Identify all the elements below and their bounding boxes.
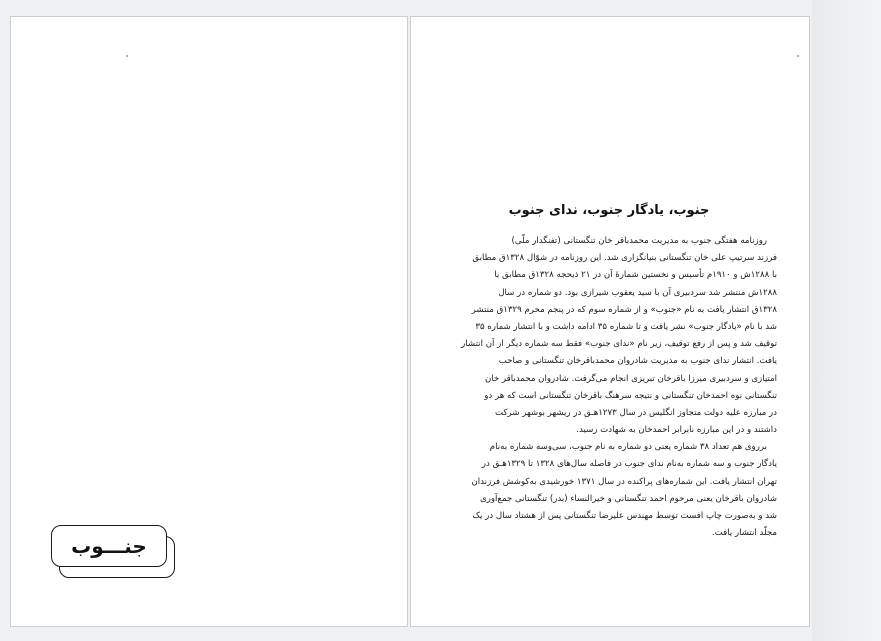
left-page — [10, 16, 408, 627]
text-line: یادگار جنوب و سه شماره به‌نام ندای جنوب در فاصله سال‌های ۱۳۲۸ تا ۱۳۲۹هـق در — [481, 459, 777, 470]
text-line: تنگستانی نوه احمدخان تنگستانی و نتیجه سرهنگ باقرخان تنگستانی است که هر دو — [484, 390, 777, 401]
text-line: ۱۳۲۸ق انتشار یافت به نام «جنوب» و از شماره سوم که در پنجم محرم ۱۳۲۹ق منتشر — [471, 304, 777, 315]
right-page — [410, 16, 810, 627]
section-label — [51, 525, 181, 587]
text-line: در مبارزه علیه دولت متجاوز انگلیس در سال ۱۲۷۳هـق در ریشهر بوشهر شرکت — [495, 407, 777, 418]
text-line: توقیف شد و پس از رفع توقیف، زیر نام «ندای جنوب» فقط سه شماره دیگر از آن انتشار — [461, 339, 777, 350]
label-frame — [51, 525, 167, 567]
text-line: فرزند سرتیپ علی خان تنگستانی بنیانگزاری شد. این روزنامه در شوّال ۱۳۲۸ق مطابق — [472, 253, 777, 264]
article-title: جنوب، یادگار جنوب، ندای جنوب — [508, 203, 710, 218]
text-line: با ۱۲۸۸ش و ۱۹۱۰م تأسیس و نخستین شمارهٔ آن در ۲۱ ذیحجه ۱۳۲۸ق مطابق با — [494, 270, 777, 281]
text-line: یافت. انتشار ندای جنوب به مدیریت شادروان محمدباقرخان تنگستانی و صاحب — [498, 356, 777, 367]
text-line: ۱۲۸۸ش منتشر شد سردبیری آن با سید یعقوب شیرازی بود. دو شماره در سال — [498, 287, 777, 298]
text-line: روزنامه هفتگی جنوب به مدیریت محمدباقر خان تنگستانی (تفنگدار ملّی) — [511, 236, 767, 246]
text-line: برروی هم تعداد ۳۸ شماره یعنی دو شماره به نام جنوب، سی‌وسه شماره به‌نام — [489, 442, 767, 453]
paragraph-1 — [441, 233, 777, 439]
article-body — [441, 233, 777, 542]
text-line: تهران انتشار یافت. این شماره‌های پراکنده در سال ۱۳۷۱ خورشیدی به‌کوشش فرزندان — [471, 476, 777, 487]
text-line: شادروان باقرخان یعنی مرحوم احمد تنگستانی و خیرالنساء (بدر) تنگستانی جمع‌آوری — [479, 493, 777, 504]
scan-speck — [126, 55, 128, 57]
text-line: شد و به‌صورت چاپ افست توسط مهندس علیرضا تنگستانی پس از هشتاد سال در یک — [472, 511, 777, 521]
text-line: مجلّد انتشار یافت. — [711, 528, 777, 539]
scan-speck — [797, 55, 799, 57]
text-line: امتیازی و سردبیری میرزا باقرخان تبریزی انجام می‌گرفت. شادروان محمدباقر خان — [484, 373, 777, 384]
text-line: داشتند و در این مبارزه نابرابر احمدخان به شهادت رسید. — [576, 425, 777, 436]
viewer-gutter — [812, 0, 881, 641]
paragraph-2 — [441, 439, 777, 542]
text-line: شد با نام «یادگار جنوب» نشر یافت و تا شماره ۳۵ ادامه داشت و با انتشار شماره ۳۵ — [475, 321, 777, 332]
section-label-text: جنـــوب — [71, 534, 147, 558]
